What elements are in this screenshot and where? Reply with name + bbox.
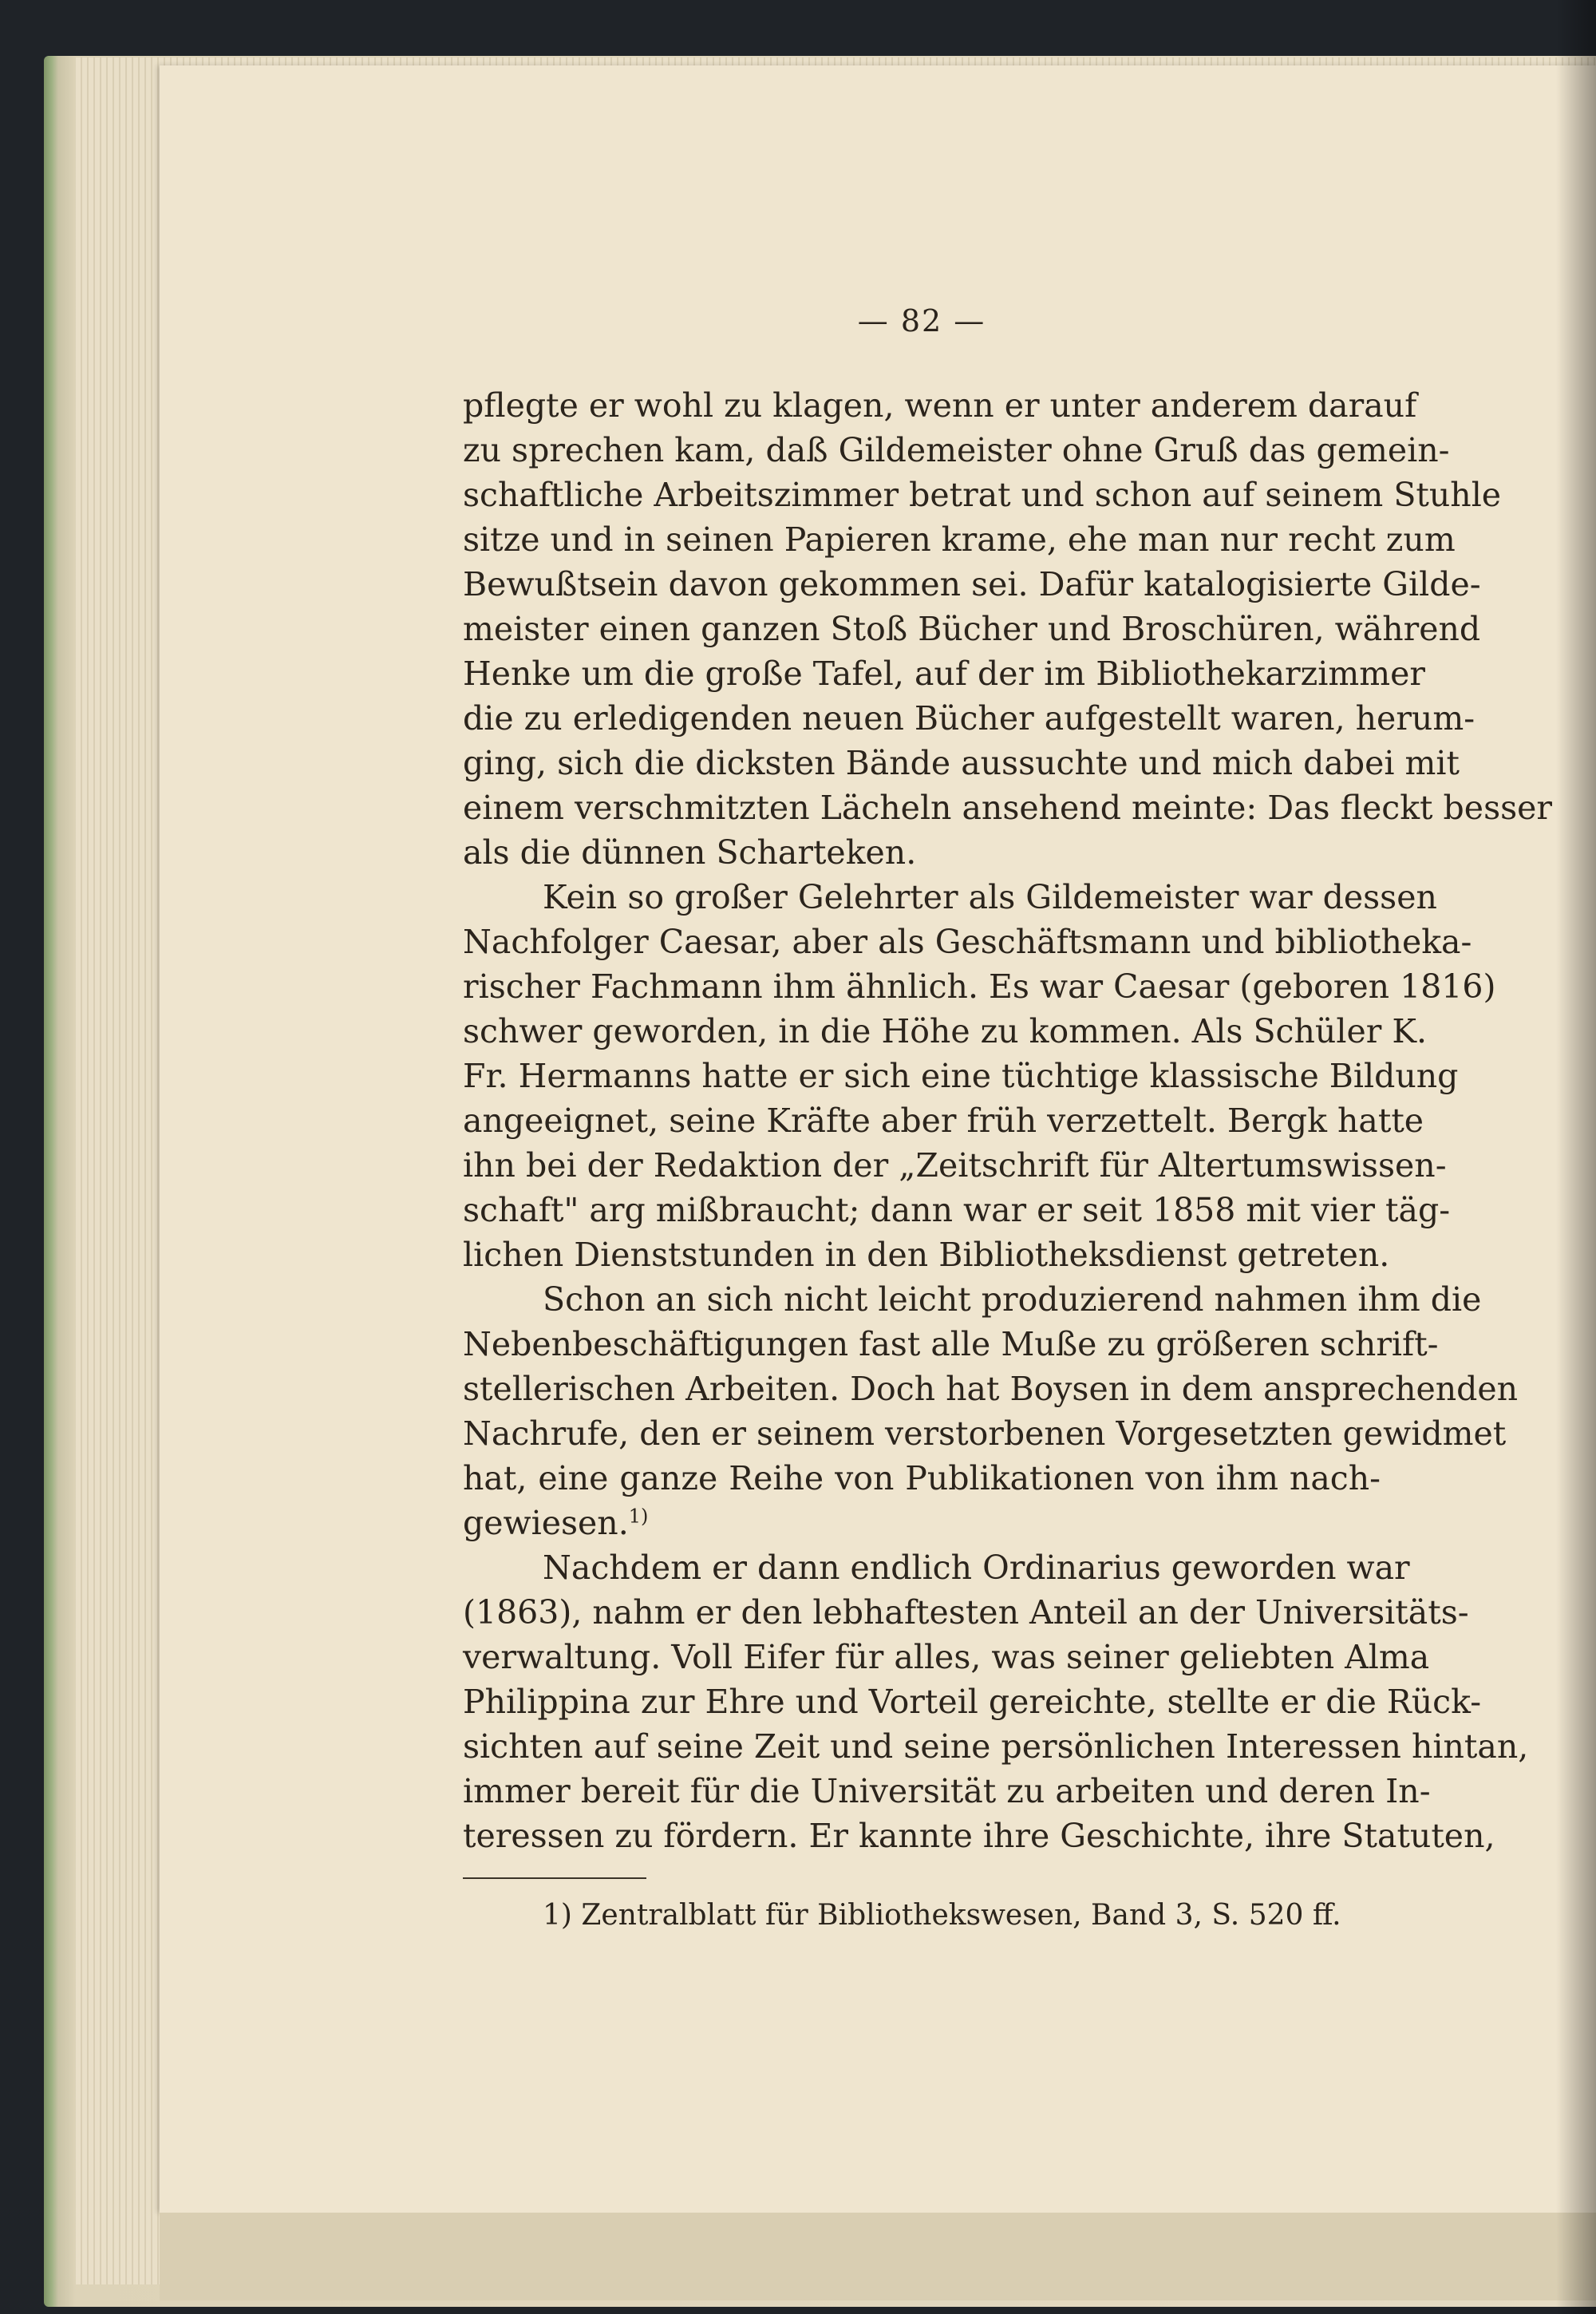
footnote-marker: 1) — [628, 1505, 649, 1528]
text-line: Fr. Hermanns hatte er sich eine tüchtige klassische Bildung — [463, 1057, 1459, 1095]
text-line: meister einen ganzen Stoß Bücher und Broschüren, während — [463, 610, 1481, 648]
text-line: Henke um die große Tafel, auf der im Bibliothekarzimmer — [463, 655, 1425, 693]
text-line: pflegte er wohl zu klagen, wenn er unter anderem darauf — [463, 386, 1417, 425]
text-line: rischer Fachmann ihm ähnlich. Es war Caesar (geboren 1816) — [463, 967, 1496, 1006]
page-gutter-shadow — [1556, 0, 1596, 2314]
text-line: Nachrufe, den er seinem verstorbenen Vorgesetzten gewidmet — [463, 1414, 1507, 1453]
text-line: Philippina zur Ehre und Vorteil gereichte, stellte er die Rück- — [463, 1683, 1482, 1721]
text-line: schwer geworden, in die Höhe zu kommen. Als Schüler K. — [463, 1012, 1427, 1050]
text-line: Nebenbeschäftigungen fast alle Muße zu größeren schrift- — [463, 1325, 1439, 1363]
text-line: als die dünnen Scharteken. — [463, 833, 917, 872]
paragraph-start-line: Kein so großer Gelehrter als Gildemeister war dessen — [543, 878, 1437, 916]
text-fragment: gewiesen. — [463, 1504, 629, 1542]
text-line: sichten auf seine Zeit und seine persönlichen Interessen hintan, — [463, 1727, 1529, 1766]
text-line: hat, eine ganze Reihe von Publikationen von ihm nach- — [463, 1459, 1381, 1497]
page-number: — 82 — — [857, 303, 986, 338]
text-line: schaftliche Arbeitszimmer betrat und schon auf seinem Stuhle — [463, 476, 1502, 514]
text-line: zu sprechen kam, daß Gildemeister ohne Gruß das gemein- — [463, 431, 1450, 469]
text-line: sitze und in seinen Papieren krame, ehe man nur recht zum — [463, 520, 1456, 559]
paragraph-start-line: Nachdem er dann endlich Ordinarius geworden war — [543, 1549, 1410, 1587]
text-line: Bewußtsein davon gekommen sei. Dafür katalogisierte Gilde- — [463, 565, 1481, 603]
text-line: die zu erledigenden neuen Bücher aufgestellt waren, herum- — [463, 699, 1476, 738]
text-line: teressen zu fördern. Er kannte ihre Geschichte, ihre Statuten, — [463, 1817, 1495, 1855]
text-line: angeeignet, seine Kräfte aber früh verzettelt. Bergk hatte — [463, 1102, 1424, 1140]
footnote-rule — [463, 1877, 646, 1879]
text-line: (1863), nahm er den lebhaftesten Anteil an der Universitäts- — [463, 1593, 1469, 1632]
text-line: Nachfolger Caesar, aber als Geschäftsmann und bibliotheka- — [463, 923, 1472, 961]
text-line: ihn bei der Redaktion der „Zeitschrift für Altertumswissen- — [463, 1146, 1447, 1185]
text-line: verwaltung. Voll Eifer für alles, was seiner geliebten Alma — [463, 1638, 1430, 1676]
page-bottom-edge — [160, 2213, 1596, 2300]
text-line: einem verschmitzten Lächeln ansehend meinte: Das fleckt besser — [463, 789, 1553, 827]
paragraph-start-line: Schon an sich nicht leicht produzierend nahmen ihm die — [543, 1280, 1482, 1319]
text-line: schaft" arg mißbraucht; dann war er seit 1858 mit vier täg- — [463, 1191, 1451, 1229]
text-line: lichen Dienststunden in den Bibliotheksdienst getreten. — [463, 1236, 1390, 1274]
footnote: 1) Zentralblatt für Bibliothekswesen, Band 3, S. 520 ff. — [543, 1899, 1341, 1932]
text-line: ging, sich die dicksten Bände aussuchte und mich dabei mit — [463, 744, 1460, 782]
text-line: stellerischen Arbeiten. Doch hat Boysen in dem ansprechenden — [463, 1370, 1519, 1408]
text-line-with-footnote — [463, 1501, 648, 1545]
text-line: immer bereit für die Universität zu arbeiten und deren In- — [463, 1772, 1431, 1810]
